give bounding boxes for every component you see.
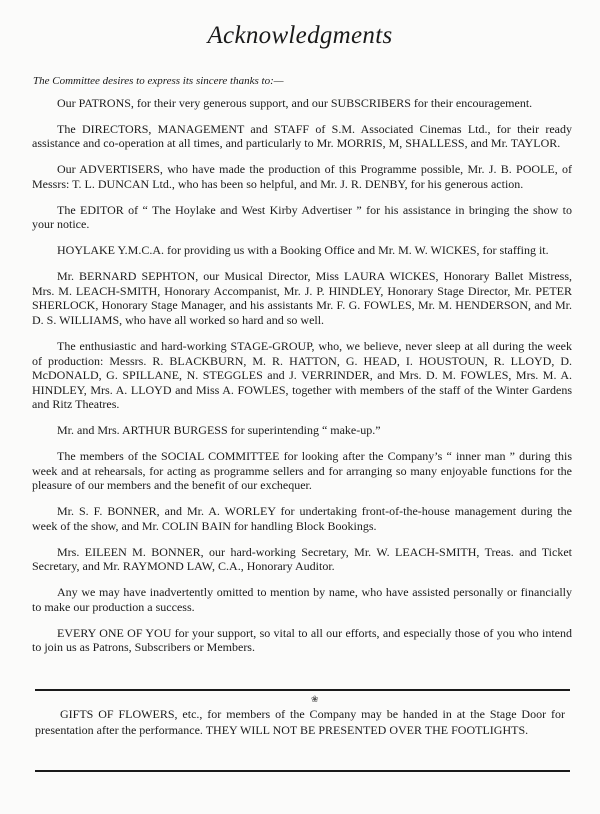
page-title: Acknowledgments [207, 22, 393, 49]
paragraph-directors: The DIRECTORS, MANAGEMENT and STAFF of S.M. Associated Cinemas Ltd., for their ready assistance and co-operation at all times, and particularly to Mr. MORRIS, M, SHALLESS, and Mr. TAYLOR. [32, 121, 572, 151]
paragraph-omitted: Any we may have inadvertently omitted to mention by name, who have assisted personally or financially to make our production a success. [32, 585, 572, 614]
paragraph-musical-director: Mr. BERNARD SEPHTON, our Musical Director, Miss LAURA WICKES, Honorary Ballet Mistress, Mrs. M. LEACH-SMITH, Honorary Accompanist, Mr. J. P. HINDLEY, Honorary Stage Director, Mr. PETER SHERLOCK, Honorary Stage Manager, and his assistants Mr. F. G. FOWLES, Mr. M. HENDERSON, and Mr. D. S. WILLIAMS, who have all worked so hard and so well. [32, 269, 572, 328]
paragraph-editor: The EDITOR of “ The Hoylake and West Kirby Advertiser ” for his assistance in bringing the show to your notice. [32, 202, 572, 232]
paragraph-social-committee: The members of the SOCIAL COMMITTEE for looking after the Company’s “ inner man ” during this week and at rehearsals, for acting as programme sellers and for arranging so many enjoyable functions for the pleasure of our members and the benefit of our exchequer. [32, 449, 572, 493]
bottom-rule [35, 770, 570, 772]
paragraph-stage-group: The enthusiastic and hard-working STAGE-GROUP, who, we believe, never sleep at all during the week of production: Messrs. R. BLACKBURN, M. R. HATTON, G. HEAD, I. HOUSTOUN, R. LLOYD, D. McDONALD, G. SPILLANE, N. STEGGLES and J. VERRINDER, and Mrs. D. M. FOWLES, Mrs. M. A. HINDLEY, Mrs. A. LLOYD and Miss A. FOWLES, together with members of the staff of the Winter Gardens and Ritz Theatres. [32, 338, 572, 412]
acknowledgments-body [32, 96, 572, 666]
paragraph-secretary: Mrs. EILEEN M. BONNER, our hard-working Secretary, Mr. W. LEACH-SMITH, Treas. and Ticket Secretary, and Mr. RAYMOND LAW, C.A., Honorary Auditor. [32, 544, 572, 574]
paragraph-front-of-house: Mr. S. F. BONNER, and Mr. A. WORLEY for undertaking front-of-the-house management during the week of the show, and Mr. COLIN BAIN for handling Block Bookings. [32, 504, 572, 533]
paragraph-ymca: HOYLAKE Y.M.C.A. for providing us with a Booking Office and Mr. M. W. WICKES, for staffing it. [57, 243, 549, 258]
top-rule [35, 689, 570, 691]
intro-line: The Committee desires to express its sincere thanks to:— [33, 75, 284, 87]
paragraph-make-up: Mr. and Mrs. ARTHUR BURGESS for superintending “ make-up.” [57, 423, 381, 438]
paragraph-advertisers: Our ADVERTISERS, who have made the production of this Programme possible, Mr. J. B. POOLE, of Messrs: T. L. DUNCAN Ltd., who has been so helpful, and Mr. J. R. DENBY, for his generous action. [32, 162, 572, 191]
flowers-notice: GIFTS OF FLOWERS, etc., for members of the Company may be handed in at the Stage Door for presentation after the performance. THEY WILL NOT BE PRESENTED OVER THE FOOTLIGHTS. [35, 707, 565, 737]
paragraph-every-one: EVERY ONE OF YOU for your support, so vital to all our efforts, and especially those of you who intend to join us as Patrons, Subscribers or Members. [32, 625, 572, 655]
flower-ornament-icon: ❀ [311, 694, 319, 704]
paragraph-patrons: Our PATRONS, for their very generous support, and our SUBSCRIBERS for their encouragement. [57, 96, 533, 110]
